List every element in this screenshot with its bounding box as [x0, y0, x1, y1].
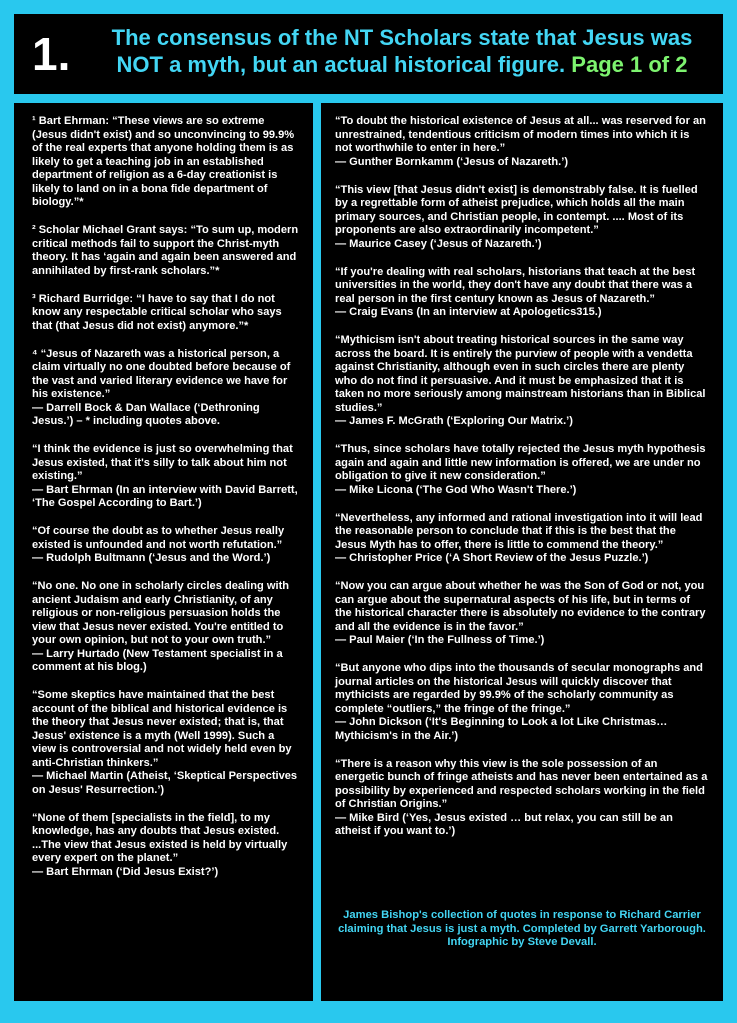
quote-item: “But anyone who dips into the thousands of secular monographs and journal articles on the historical Jesus will quickly discover that mythicists are regarded by 99.9% of the scholarly community as complete “outliers,” the fringe of the fringe.” — John Dickson (‘It's Beginning to Look a lot Like Christmas… Mythicism's in the Air.’) — [335, 662, 703, 742]
quote-item: “To doubt the historical existence of Jesus at all... was reserved for an unrestrained, tendentious criticism of modern times into which it is not worthwhile to enter in here.” — Gunther Bornkamm (‘Jesus of Nazareth.’) — [335, 115, 706, 168]
header-banner — [14, 14, 723, 94]
quote-item: ³ Richard Burridge: “I have to say that I do not know any respectable critical scholar who says that (that Jesus did not exist) anymore.”* — [32, 292, 282, 332]
quote-item: “Of course the doubt as to whether Jesus really existed is unfounded and not worth refutation.” — Rudolph Bultmann (‘Jesus and the Word.’) — [32, 525, 285, 564]
quote-item: “Thus, since scholars have totally rejected the Jesus myth hypothesis again and again and little new information is offered, we are under no obligation to give it new consideration.” — Mike Licona (‘The God Who Wasn't There.’) — [335, 443, 706, 496]
quote-item: “None of them [specialists in the field], to my knowledge, has any doubts that Jesus existed. ...The view that Jesus existed is held by virtually every expert on the planet.” — Bart Ehrman (‘Did Jesus Exist?’) — [32, 811, 288, 878]
quote-item: “Some skeptics have maintained that the best account of the biblical and historical evidence is the theory that Jesus never existed; that is, that Jesus' existence is a myth (Well 1999). Such a view is controversial and not widely held even by anti-Christian thinkers.” — Michael Martin (Atheist, ‘Skeptical Perspectives on Jesus' Resurrection.’) — [32, 689, 298, 796]
left-quote-column — [14, 103, 313, 1001]
quote-item: “This view [that Jesus didn't exist] is demonstrably false. It is fuelled by a regrettable form of atheist prejudice, which holds all the main primary sources, and Christian people, in contempt. .... Most of its proponents are also extraordinarily incompetent.” — Maurice Casey (‘Jesus of Nazareth.’) — [335, 183, 698, 250]
quote-item: “If you're dealing with real scholars, historians that teach at the best universities in the world, they don't have any doubt that there was a real person in the first century known as Jesus of Nazareth.” — Craig Evans (In an interview at Apologetics315.) — [335, 265, 696, 318]
page-label: Page 1 of 2 — [571, 52, 688, 77]
quote-item: “No one. No one in scholarly circles dealing with ancient Judaism and early Christianity, of any religious or non-religious persuasion holds the view that Jesus never existed. You're entitled to your own opinion, but not to your own truth.” — Larry Hurtado (New Testament specialist in a comment at his blog.) — [32, 580, 290, 673]
title-text: The consensus of the NT Scholars state that Jesus was NOT a myth, but an actual historical figure. — [111, 25, 693, 77]
quote-item: ⁴ “Jesus of Nazareth was a historical person, a claim virtually no one doubted before because of the vast and varied literary evidence we have for his existence.” — Darrell Bock & Dan Wallace (‘Dethroning Jesus.’) – * including quotes above. — [32, 347, 291, 427]
quote-item: “There is a reason why this view is the sole possession of an energetic bunch of fringe atheists and has never been entertained as a possibility by experienced and respected scholars working in the field of Christian Origins.” — Mike Bird (‘Yes, Jesus existed … but relax, you can still be an atheist if you want to.’) — [335, 757, 708, 837]
page-title — [92, 24, 712, 78]
right-quote-column — [321, 103, 723, 1001]
quote-item: ¹ Bart Ehrman: “These views are so extreme (Jesus didn't exist) and so unconvincing to 99.9% of the real experts that anyone holding them is as likely to get a teaching job in an established department of religion as a 6-day creationist is likely to land on in a bona fide department of biology.”* — [32, 115, 295, 208]
slide-number: 1. — [32, 28, 71, 80]
quote-item: “Now you can argue about whether he was the Son of God or not, you can argue about the supernatural aspects of his life, but in terms of the historical character there is absolutely no evidence to the contrary and all the evidence is in the favor.” — Paul Maier (‘In the Fullness of Time.’) — [335, 580, 706, 646]
quote-item: “Nevertheless, any informed and rational investigation into it will lead the reasonable person to conclude that if this is the best that the Jesus Myth has to offer, there is little to commend the theory.” — Christopher Price (‘A Short Review of the Jesus Puzzle.’) — [335, 511, 703, 564]
quote-item: “Mythicism isn't about treating historical sources in the same way across the board. It is entirely the purview of people with a vendetta against Christianity, although even in such circles there are plenty who do not find it persuasive. And it must be emphasized that it is taken no more seriously among mainstream historians than in Biblical studies.” — James F. McGrath (‘Exploring Our Matrix.’) — [335, 334, 706, 427]
quote-item: ² Scholar Michael Grant says: “To sum up, modern critical methods fail to support the Christ-myth theory. It has ‘again and again been answered and annihilated by first-rank scholars.”* — [32, 224, 299, 277]
credit-note: James Bishop's collection of quotes in response to Richard Carrier claiming that Jesus is just a myth. Completed by Garrett Yarborough. Infographic by Steve Devall. — [338, 909, 706, 948]
quote-item: “I think the evidence is just so overwhelming that Jesus existed, that it's silly to talk about him not existing.” — Bart Ehrman (In an interview with David Barrett, ‘The Gospel According to Bart.’) — [32, 443, 298, 509]
